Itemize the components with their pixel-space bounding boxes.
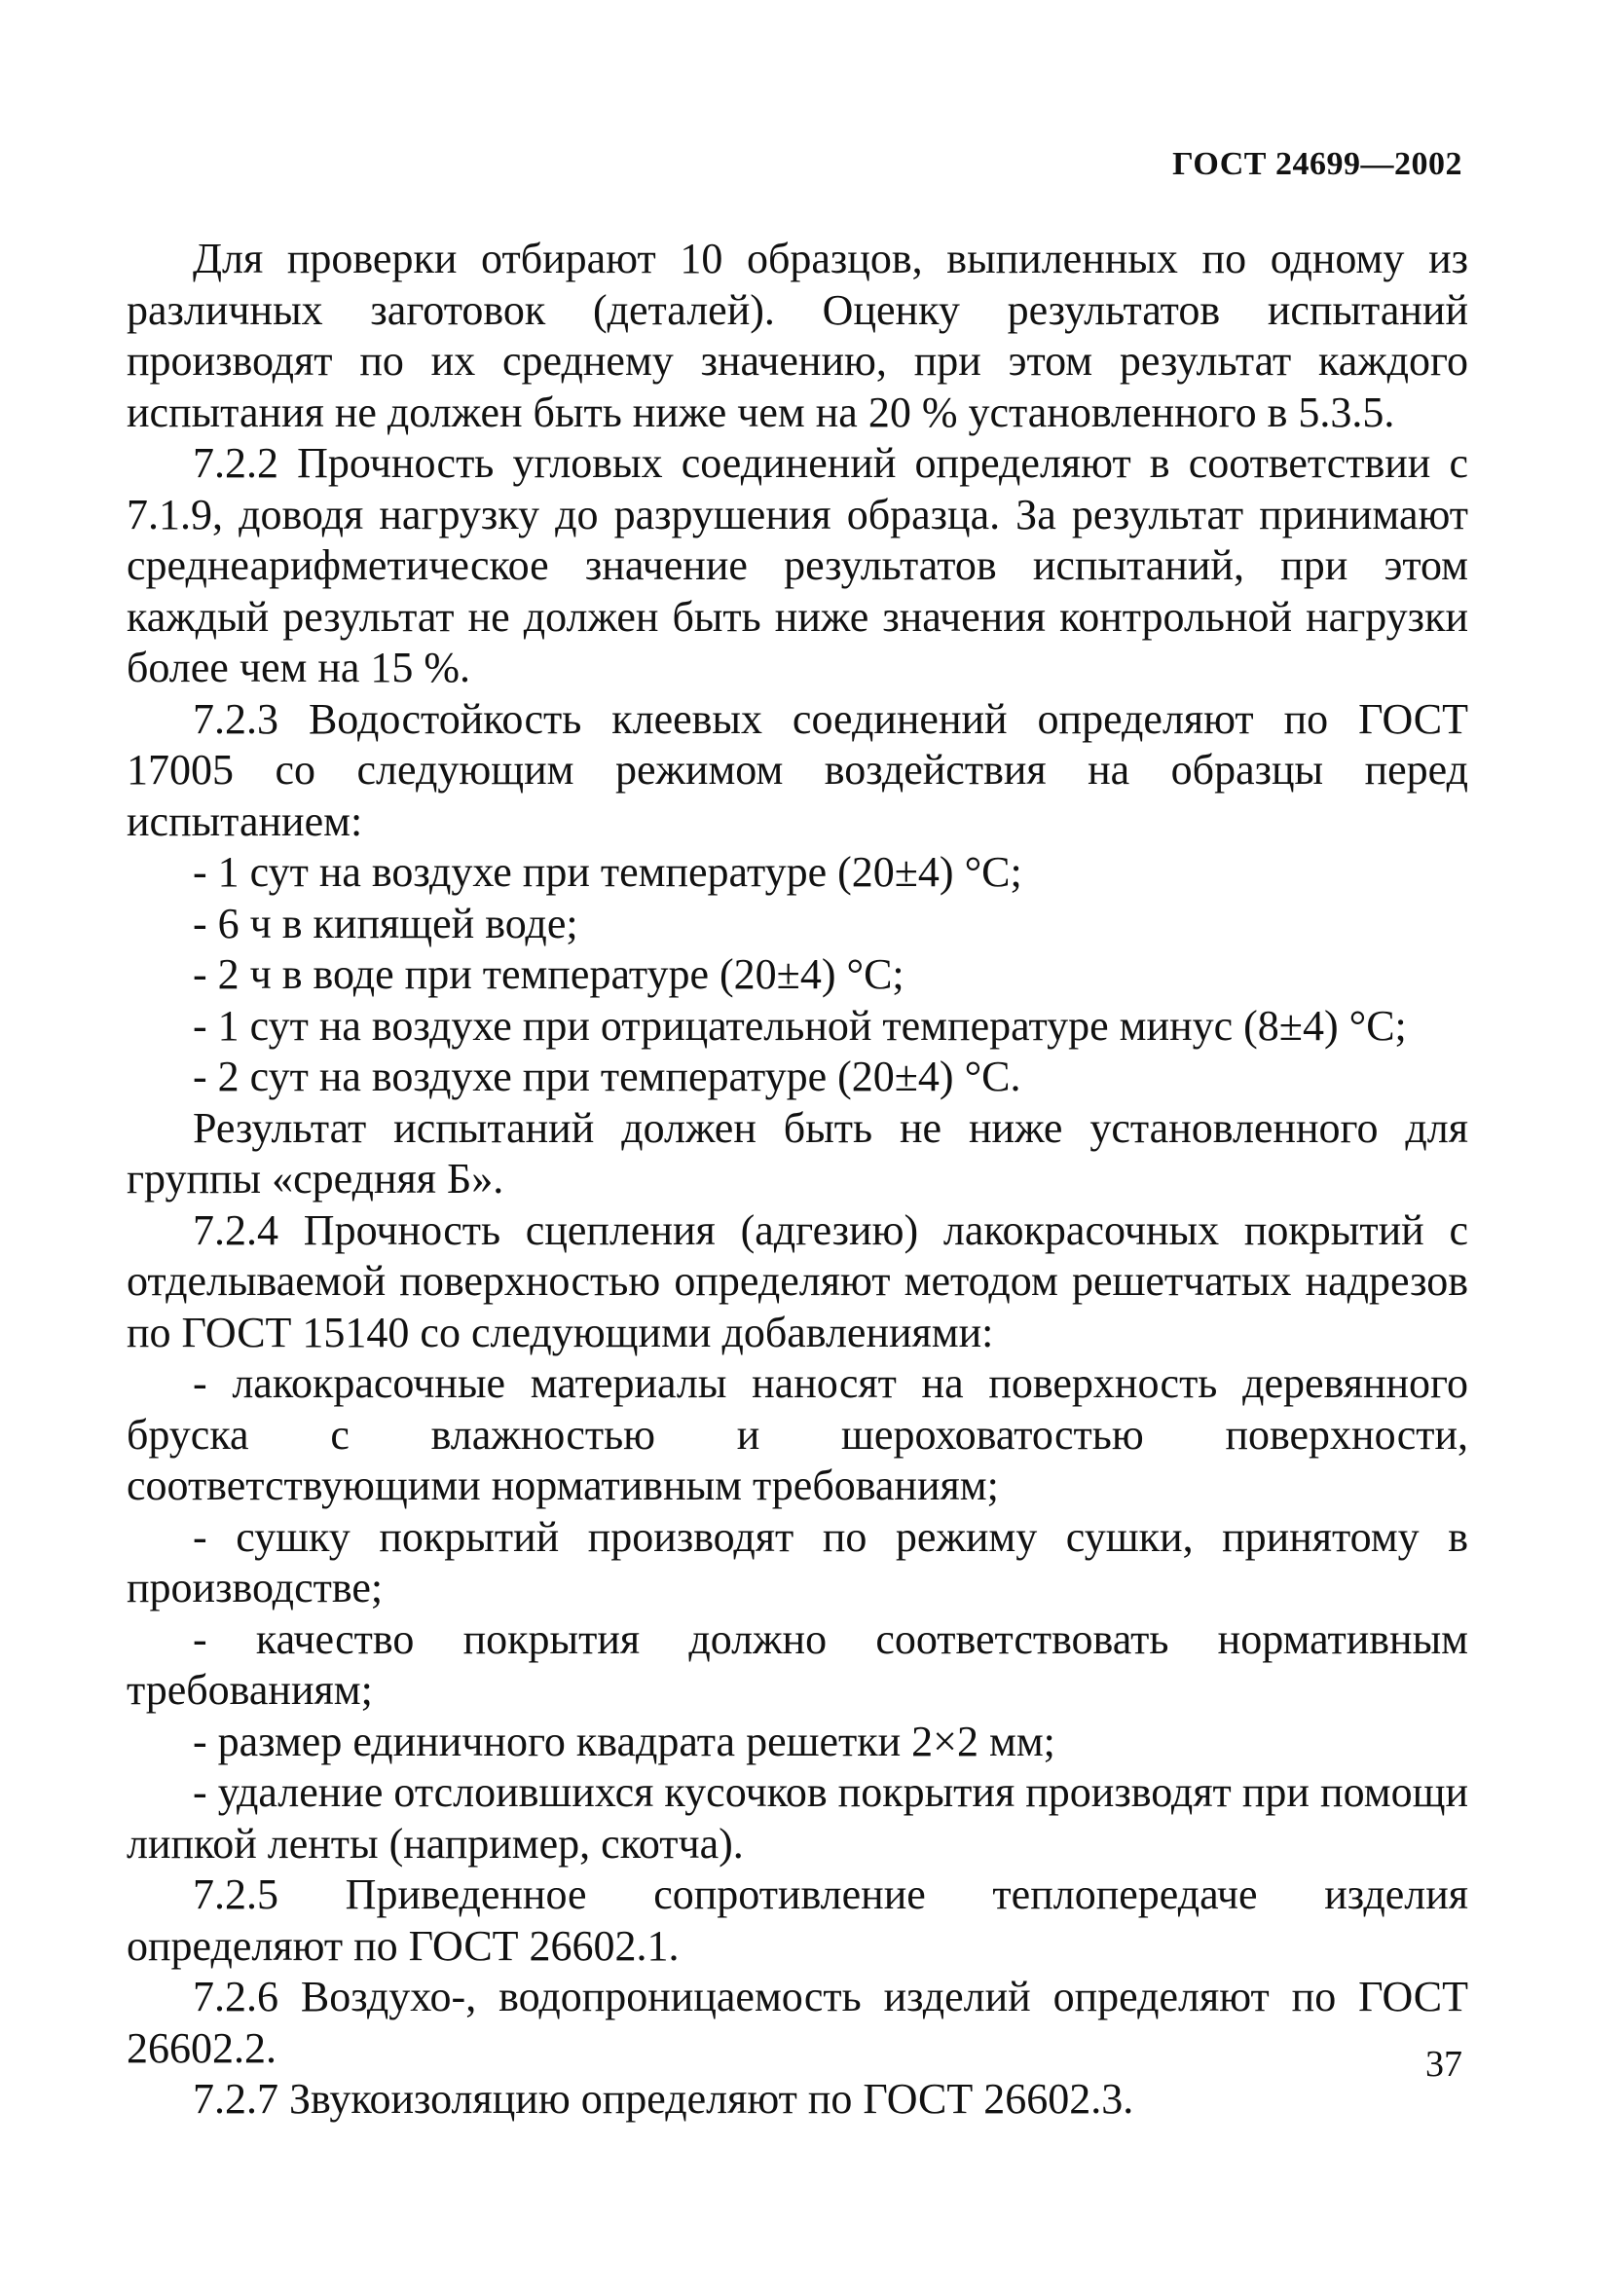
- list-item: - 6 ч в кипящей воде;: [193, 899, 578, 947]
- document-header: ГОСТ 24699—2002: [1172, 146, 1462, 182]
- list-item: - 2 сут на воздухе при температуре (20±4) °С.: [193, 1053, 1021, 1100]
- paragraph-7-2-6: 7.2.6 Воздухо-, водопроницаемость изделий определяют по ГОСТ 26602.2.: [127, 1973, 1468, 2072]
- document-body: [127, 234, 1468, 2126]
- paragraph-result-group: Результат испытаний должен быть не ниже установленного для группы «средняя Б».: [127, 1103, 1468, 1203]
- paragraph-7-2-7: 7.2.7 Звукоизоляцию определяют по ГОСТ 26602.3.: [193, 2075, 1134, 2123]
- paragraph-7-2-3: 7.2.3 Водостойкость клеевых соединений определяют по ГОСТ 17005 со следующим режимом воздействия на образцы перед испытанием:: [127, 694, 1468, 845]
- list-item: - качество покрытия должно соответствовать нормативным требованиям;: [127, 1614, 1468, 1714]
- paragraph-7-2-4: 7.2.4 Прочность сцепления (адгезию) лакокрасочных покрытий с отделываемой поверхностью определяют методом решетчатых надрезов по ГОСТ 15140 со следующими добавлениями:: [127, 1205, 1468, 1356]
- list-item: - размер единичного квадрата решетки 2×2 мм;: [193, 1717, 1055, 1765]
- list-item: - 2 ч в воде при температуре (20±4) °С;: [193, 950, 904, 998]
- list-item: - удаление отслоившихся кусочков покрытия производят при помощи липкой ленты (например, скотча).: [127, 1768, 1468, 1868]
- paragraph-sampling: Для проверки отбирают 10 образцов, выпиленных по одному из различных заготовок (деталей). Оценку результатов испытаний производят по их среднему значению, при этом результат каждого испытания не должен быть ниже чем на 20 % установленного в 5.3.5.: [127, 235, 1468, 436]
- list-item: - сушку покрытий производят по режиму сушки, принятому в производстве;: [127, 1512, 1468, 1611]
- list-item: - 1 сут на воздухе при температуре (20±4) °С;: [193, 848, 1022, 896]
- list-item: - лакокрасочные материалы наносят на поверхность деревянного бруска с влажностью и шероховатостью поверхности, соответствующими нормативным требованиям;: [127, 1359, 1468, 1509]
- page-number: 37: [1425, 2044, 1462, 2085]
- list-item: - 1 сут на воздухе при отрицательной температуре минус (8±4) °С;: [193, 1001, 1407, 1050]
- paragraph-7-2-2: 7.2.2 Прочность угловых соединений определяют в соответствии с 7.1.9, доводя нагрузку до разрушения образца. За результат принимают среднеарифметическое значение результатов испытаний, при этом каждый результат не должен быть ниже значения контрольной нагрузки более чем на 15 %.: [127, 439, 1468, 691]
- paragraph-7-2-5: 7.2.5 Приведенное сопротивление теплопередаче изделия определяют по ГОСТ 26602.1.: [127, 1870, 1468, 1970]
